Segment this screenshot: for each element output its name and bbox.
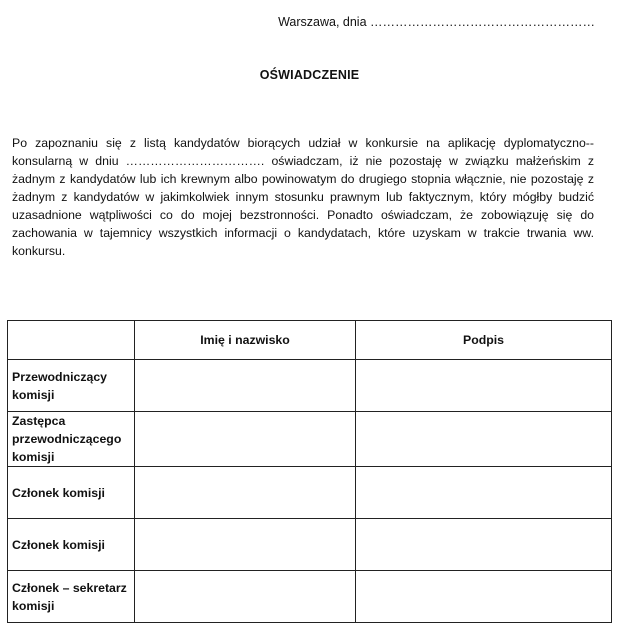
name-cell: [135, 360, 356, 412]
table-row: [8, 412, 612, 467]
role-cell: Zastępca przewodniczącego komisji: [8, 412, 135, 467]
role-cell: Członek komisji: [8, 467, 135, 519]
document-title: OŚWIADCZENIE: [259, 68, 360, 82]
name-cell: [135, 467, 356, 519]
signature-cell: [356, 360, 612, 412]
signature-cell: [356, 519, 612, 571]
declaration-text: [12, 134, 594, 260]
name-cell: [135, 412, 356, 467]
name-cell: [135, 571, 356, 623]
date-line: Warszawa, dnia ………………………………………………: [278, 15, 595, 29]
role-cell: Członek – sekretarz komisji: [8, 571, 135, 623]
signature-cell: [356, 571, 612, 623]
table-row: [8, 467, 612, 519]
signature-cell: [356, 412, 612, 467]
signature-cell: [356, 467, 612, 519]
header-signature: Podpis: [356, 321, 612, 360]
name-cell: [135, 519, 356, 571]
role-cell: Członek komisji: [8, 519, 135, 571]
table-row: [8, 519, 612, 571]
header-name: Imię i nazwisko: [135, 321, 356, 360]
signature-table: [7, 320, 612, 623]
header-role: [8, 321, 135, 360]
role-cell: Przewodniczący komisji: [8, 360, 135, 412]
declaration-paragraph: Po zapoznaniu się z listą kandydatów biorących udział w konkursie na aplikację dyplomatyczno--konsularną w dniu ……………………………. oświadczam, iż nie pozostaję w związku małżeńskim z żadnym z kandydatów lub ich krewnym albo powinowatym do drugiego stopnia włącznie, nie pozostaję z żadnym z kandydatów w jakimkolwiek innym stosunku prawnym lub faktycznym, który mógłby budzić uzasadnione wątpliwości co do mojej bezstronności. Ponadto oświadczam, że zobowiązuję się do zachowania w tajemnicy wszystkich informacji o kandydatach, które uzyskam w trakcie trwania ww. konkursu.: [12, 136, 594, 258]
table-row: [8, 360, 612, 412]
table-row: [8, 571, 612, 623]
table-header-row: [8, 321, 612, 360]
